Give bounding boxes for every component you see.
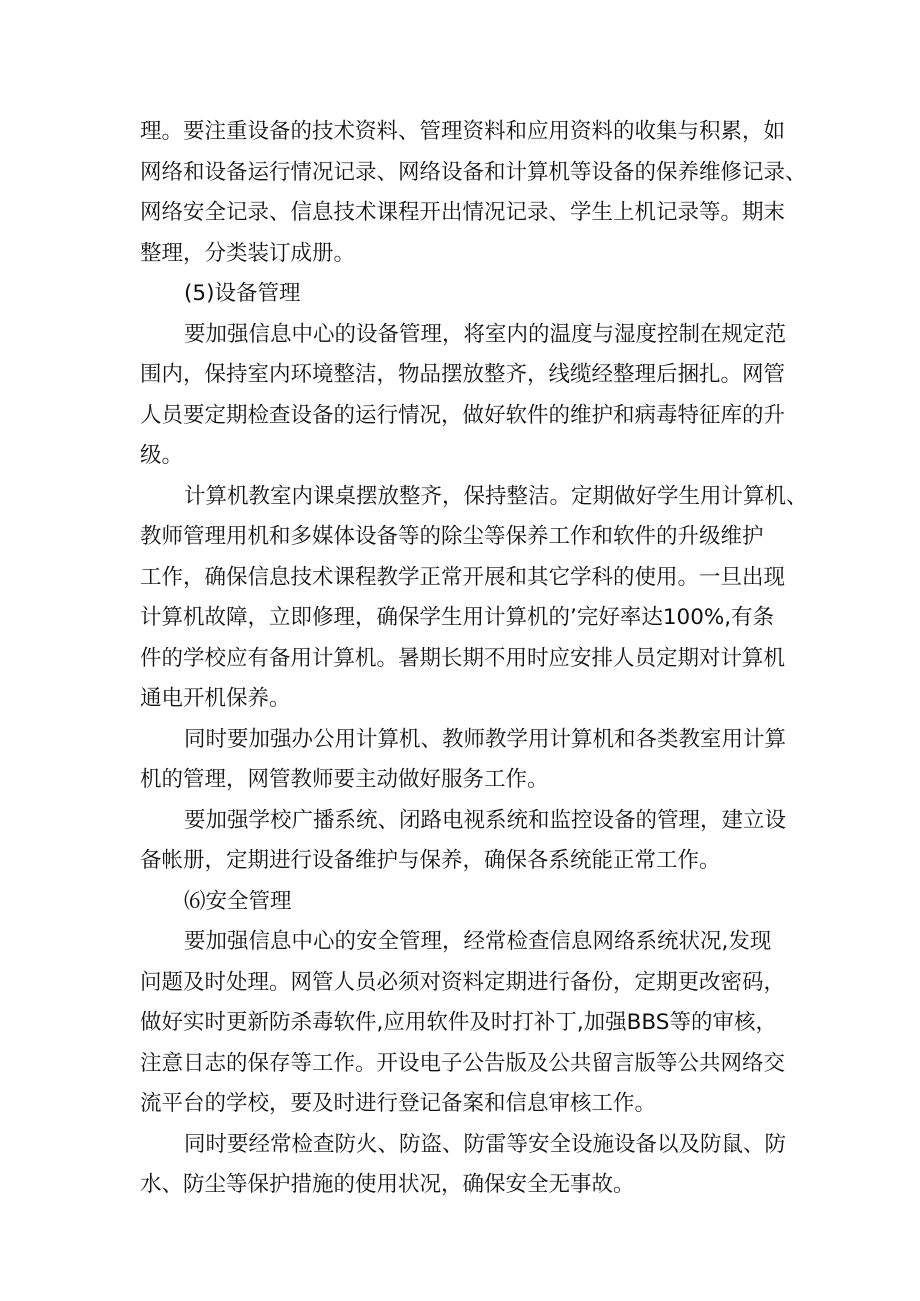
text-line: 要加强信息中心的设备管理，将室内的温度与湿度控制在规定范	[184, 321, 787, 347]
text-line: 工作，确保信息技术课程教学正常开展和其它学科的使用。一旦出现	[140, 564, 786, 590]
text-line: 问题及时处理。网管人员必须对资料定期进行备份，定期更改密码，	[140, 969, 786, 995]
text-line: 理。要注重设备的技术资料、管理资料和应用资料的收集与积累，如	[140, 119, 786, 144]
text-line: 整理，分类装订成册。	[140, 240, 356, 266]
text-line: 流平台的学校，要及时进行登记备案和信息审核工作。	[140, 1091, 657, 1116]
text-line: 机的管理，网管教师要主动做好服务工作。	[140, 767, 549, 792]
text-line: 要加强信息中心的安全管理，经常检查信息网络系统状况,发现	[184, 929, 772, 954]
text-line: 做好实时更新防杀毒软件,应用软件及时打补丁,加强BBS等的审核，	[140, 1010, 777, 1035]
text-line: 教师管理用机和多媒体设备等的除尘等保养工作和软件的升级维护	[140, 524, 764, 549]
text-line: 同时要经常检查防火、防盗、防雷等安全设施设备以及防鼠、防	[184, 1131, 787, 1157]
text-line: 计算机教室内课桌摆放整齐，保持整洁。定期做好学生用计算机、	[184, 483, 808, 509]
text-line: 网络和设备运行情况记录、网络设备和计算机等设备的保养维修记录、	[140, 159, 807, 185]
text-line: 级。	[140, 443, 184, 468]
text-line: 人员要定期检查设备的运行情况，做好软件的维护和病毒特征库的升	[140, 402, 786, 428]
text-line: 网络安全记录、信息技术课程开出情况记录、学生上机记录等。期末	[140, 200, 786, 225]
text-line: 计算机故障，立即修理，确保学生用计算机的’完好率达100%,有条	[140, 605, 775, 630]
text-line: ⑹安全管理	[184, 888, 292, 914]
text-line: 注意日志的保存等工作。开设电子公告版及公共留言版等公共网络交	[140, 1050, 786, 1076]
text-line: (5)设备管理	[184, 281, 301, 306]
text-line: 件的学校应有备用计算机。暑期长期不用时应安排人员定期对计算机	[140, 645, 786, 671]
text-line: 围内，保持室内环境整洁，物品摆放整齐，线缆经整理后捆扎。网管	[140, 362, 786, 387]
text-line: 要加强学校广播系统、闭路电视系统和监控设备的管理，建立设	[184, 807, 787, 833]
text-line: 同时要加强办公用计算机、教师教学用计算机和各类教室用计算	[184, 726, 787, 752]
text-line: 通电开机保养。	[140, 686, 291, 711]
text-line: 备帐册，定期进行设备维护与保养，确保各系统能正常工作。	[140, 848, 721, 873]
document-body	[140, 112, 840, 1206]
text-line: 水、防尘等保护措施的使用状况，确保安全无事故。	[140, 1172, 635, 1197]
